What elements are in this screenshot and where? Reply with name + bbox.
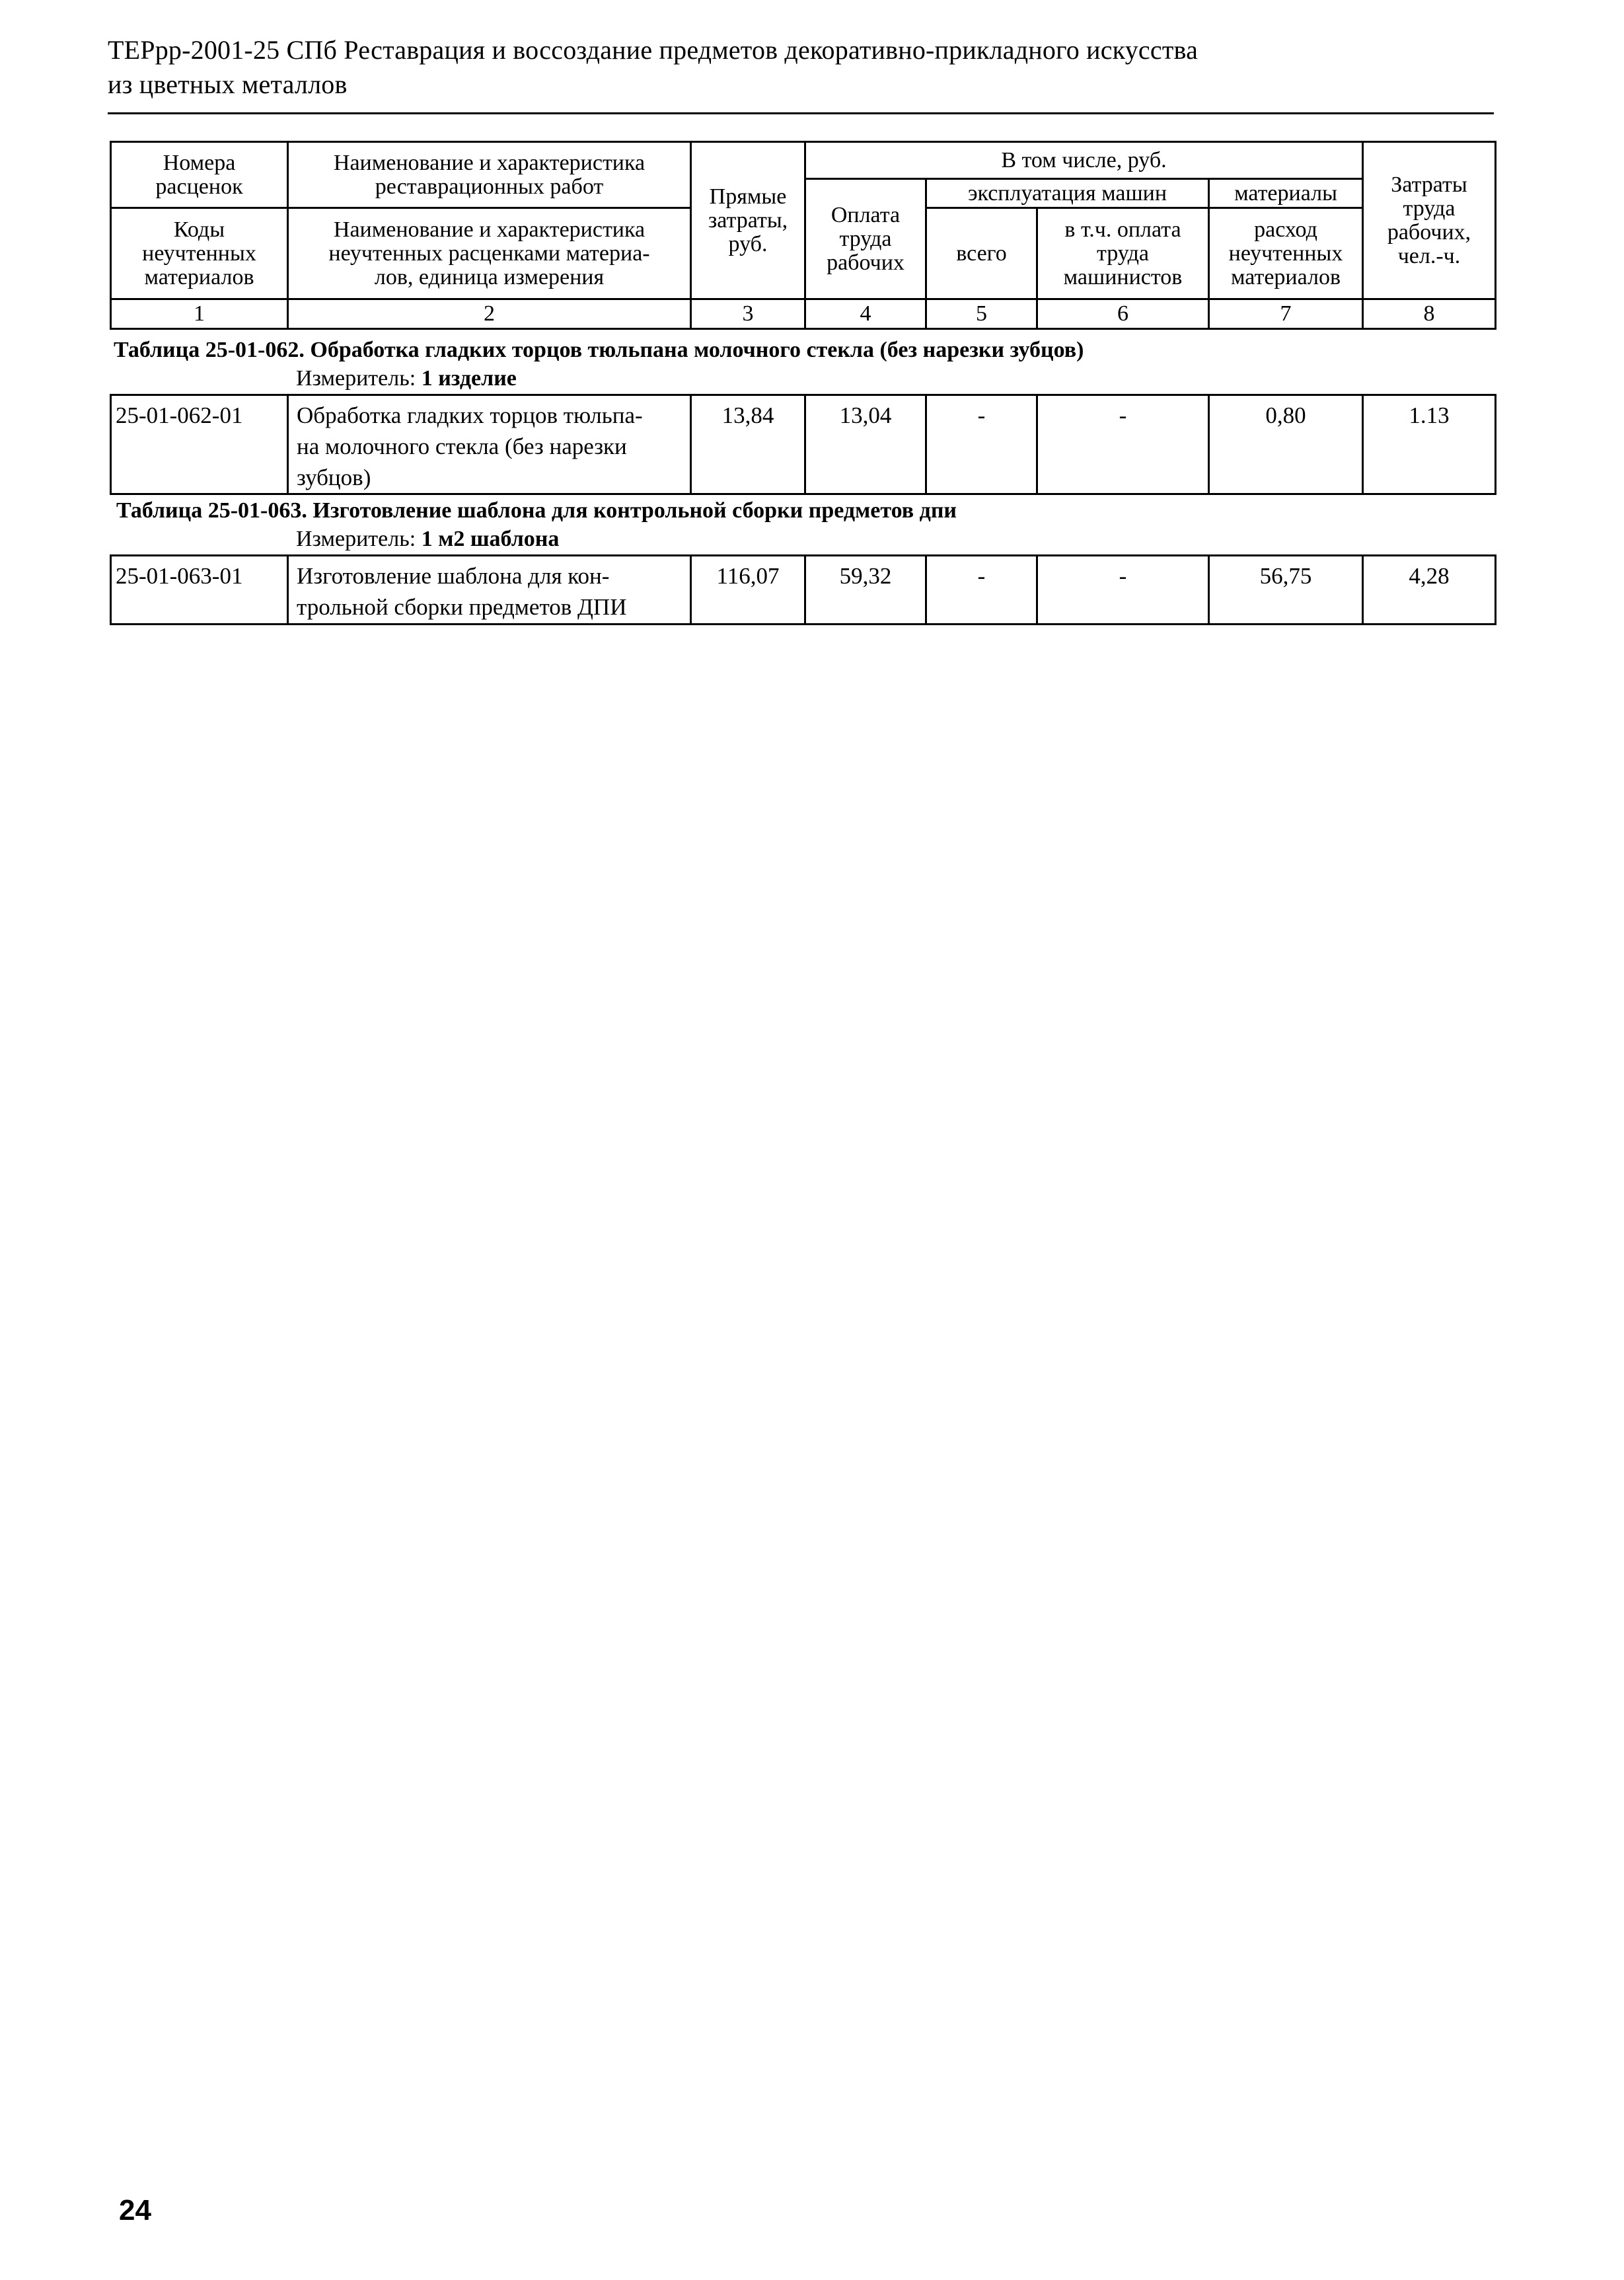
rate-name: Обработка гладких торцов тюльпа- на молочного стекла (без нарезки зубцов) — [288, 395, 691, 494]
rate-name: Изготовление шаблона для кон- трольной сборки предметов ДПИ — [288, 556, 691, 625]
header-cell-including-group: В том числе, руб. — [805, 142, 1363, 179]
rate-code: 25-01-063-01 — [111, 556, 288, 625]
header-cell-work-name: Наименование и характеристика реставрационных работ — [288, 142, 691, 208]
document-title-line1: ТЕРрр-2001-25 СПб Реставрация и воссоздание предметов декоративно-прикладного искусства — [108, 35, 1199, 65]
materials-cost: 56,75 — [1209, 556, 1363, 625]
column-number: 1 — [111, 299, 288, 329]
section-unit: Измеритель: 1 изделие — [296, 366, 517, 391]
section-title: Таблица 25-01-062. Обработка гладких торцов тюльпана молочного стекла (без нарезки зубцов) — [114, 338, 1084, 362]
column-number: 4 — [805, 299, 926, 329]
labor-hours: 1.13 — [1363, 395, 1496, 494]
labor-pay: 13,04 — [805, 395, 926, 494]
direct-costs: 13,84 — [691, 395, 805, 494]
header-cell-labor-hours: Затраты труда рабочих, чел.-ч. — [1363, 142, 1496, 299]
table-row — [111, 556, 1496, 625]
document-title — [108, 33, 1495, 102]
header-cell-material-codes: Коды неучтенных материалов — [111, 208, 288, 299]
rates-table — [110, 554, 1496, 625]
header-cell-materials-group: материалы — [1209, 179, 1363, 208]
column-number: 7 — [1209, 299, 1363, 329]
header-cell-rate-numbers: Номера расценок — [111, 142, 288, 208]
header-cell-material-names: Наименование и характеристика неучтенных расценками материа- лов, единица измерения — [288, 208, 691, 299]
column-number: 3 — [691, 299, 805, 329]
machinists-pay: - — [1037, 556, 1209, 625]
table-row — [111, 395, 1496, 494]
column-number: 6 — [1037, 299, 1209, 329]
header-cell-machinists-pay: в т.ч. оплата труда машинистов — [1037, 208, 1209, 299]
column-number: 8 — [1363, 299, 1496, 329]
labor-hours: 4,28 — [1363, 556, 1496, 625]
document-title-line2: из цветных металлов — [108, 69, 348, 99]
column-number: 2 — [288, 299, 691, 329]
header-divider — [108, 112, 1494, 114]
machinists-pay: - — [1037, 395, 1209, 494]
column-number-row — [111, 299, 1496, 329]
machines-total: - — [926, 395, 1037, 494]
column-header-table — [110, 141, 1496, 330]
page-number: 24 — [119, 2194, 151, 2226]
header-cell-materials-consumption: расход неучтенных материалов — [1209, 208, 1363, 299]
header-cell-machines-total: всего — [926, 208, 1037, 299]
materials-cost: 0,80 — [1209, 395, 1363, 494]
rate-code: 25-01-062-01 — [111, 395, 288, 494]
header-cell-labor-pay: Оплата труда рабочих — [805, 179, 926, 299]
direct-costs: 116,07 — [691, 556, 805, 625]
section-title: Таблица 25-01-063. Изготовление шаблона для контрольной сборки предметов дпи — [116, 498, 957, 523]
header-cell-machines-group: эксплуатация машин — [926, 179, 1209, 208]
labor-pay: 59,32 — [805, 556, 926, 625]
machines-total: - — [926, 556, 1037, 625]
column-number: 5 — [926, 299, 1037, 329]
rates-table — [110, 394, 1496, 495]
section-unit: Измеритель: 1 м2 шаблона — [296, 527, 560, 551]
header-cell-direct-costs: Прямые затраты, руб. — [691, 142, 805, 299]
